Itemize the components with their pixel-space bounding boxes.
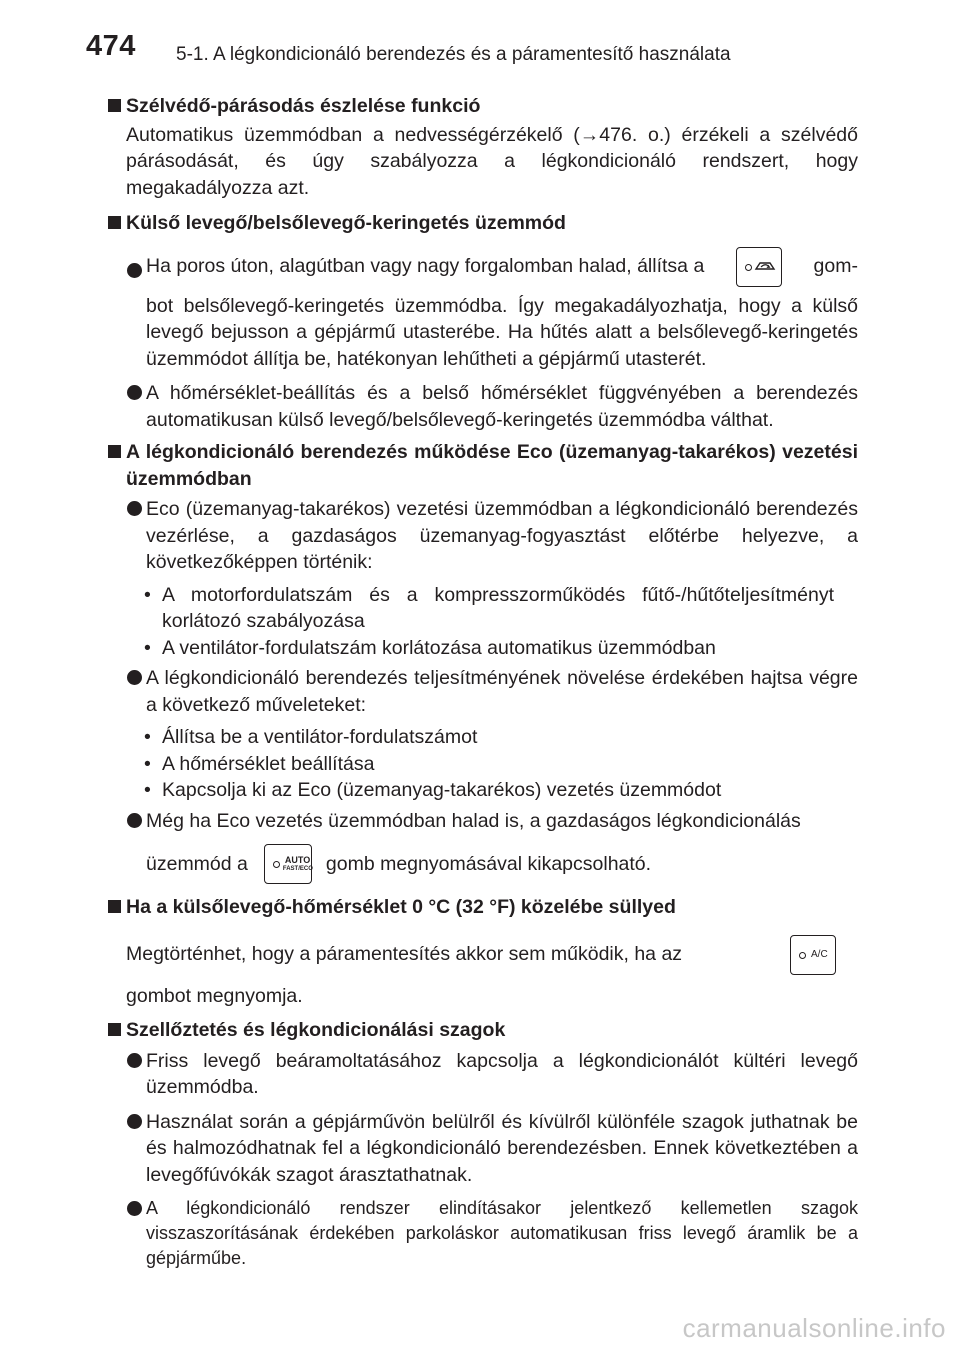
bullet-text: bot belsőlevegő-keringetés üzemmódba. Így megakadályozhatja, hogy a külső levegő bejusson a gépjármű utasterébe. Ha hűtés alatt a belsőlevegő-keringetés üzemmódot állítja be, hatékonyan lehűtheti a gépjármű utasterét. — [146, 294, 858, 370]
list-marker: • — [144, 726, 151, 748]
indicator-led-icon — [273, 861, 280, 868]
chapter-title: 5-1. A légkondicionáló berendezés és a páramentesítő használata — [176, 44, 731, 65]
round-bullet-icon — [127, 670, 142, 685]
ac-button-icon — [790, 935, 836, 975]
round-bullet-icon — [127, 1201, 142, 1216]
bullet-item — [106, 496, 858, 576]
list-marker: • — [144, 583, 151, 606]
list-item-text: A hőmérséklet beállítása — [162, 752, 375, 775]
bullet-item — [106, 380, 858, 433]
list-item — [106, 582, 858, 635]
round-bullet-icon — [127, 813, 142, 828]
bullet-item — [106, 1048, 858, 1101]
button-label: A/C — [811, 948, 828, 960]
list-marker: • — [144, 779, 151, 801]
bullet-text: A hőmérséklet-beállítás és a belső hőmérséklet függvényében a berendezés automatikusan külső levegő/belsőlevegő-keringetés üzemmódba válthat. — [146, 382, 858, 431]
paragraph — [106, 935, 858, 1010]
bullet-item — [106, 1109, 858, 1189]
bullet-item — [106, 808, 858, 885]
list-item-text: A motorfordulatszám és a kompresszorműködés fűtő-/hűtőteljesítményt korlátozó szabályozása — [162, 583, 834, 632]
sub-list — [106, 582, 858, 662]
round-bullet-icon — [127, 263, 142, 278]
section-title: Külső levegő/belsőlevegő-keringetés üzemmód — [126, 212, 566, 234]
list-item-text: Kapcsolja ki az Eco (üzemanyag-takarékos) vezetés üzemmódot — [162, 779, 722, 801]
indicator-led-icon — [799, 952, 806, 959]
section-title: Szellőztetés és légkondicionálási szagok — [126, 1019, 506, 1041]
list-item — [106, 777, 858, 804]
paragraph-text: gombot megnyomja. — [126, 984, 303, 1007]
square-bullet-icon — [108, 445, 121, 458]
round-bullet-icon — [127, 385, 142, 400]
section-heading — [106, 894, 858, 921]
car-recirculation-icon — [753, 258, 777, 274]
bullet-text: gomb megnyomásával kikapcsolható. — [325, 852, 652, 875]
bullet-text: Ha poros úton, alagútban vagy nagy forgalomban halad, állítsa a — [146, 255, 705, 278]
square-bullet-icon — [108, 216, 121, 229]
round-bullet-icon — [127, 1114, 142, 1129]
section-heading — [106, 1017, 858, 1044]
list-item — [106, 724, 858, 751]
list-item-text: A ventilátor-fordulatszám korlátozása automatikus üzemmódban — [162, 636, 716, 659]
bullet-text: A légkondicionáló rendszer elindításakor jelentkező kellemetlen szagok visszaszorításának érdekében parkoláskor automatikusan friss levegő áramlik be a gépjárműbe. — [146, 1198, 858, 1268]
section-heading — [106, 439, 858, 492]
section-title: A légkondicionáló berendezés működése Eco (üzemanyag-takarékos) vezetési üzemmódban — [126, 441, 858, 490]
list-item-text: Állítsa be a ventilátor-fordulatszámot — [162, 726, 478, 748]
round-bullet-icon — [127, 501, 142, 516]
button-label: AUTO — [284, 855, 311, 865]
bullet-text: üzemmód a — [146, 852, 248, 875]
bullet-item — [106, 247, 858, 373]
section-heading — [106, 93, 858, 120]
auto-fast-eco-button-icon — [264, 844, 312, 884]
bullet-text: Használat során a gépjárművön belülről és kívülről különféle szagok juthatnak be és halmozódhatnak fel a légkondicionáló berendezésben. Ennek következtében a levegőfúvókák szagot árasztathatnak. — [146, 1110, 858, 1186]
list-item — [106, 751, 858, 778]
bullet-item — [106, 665, 858, 718]
list-marker: • — [144, 752, 151, 775]
bullet-text: gom- — [813, 255, 858, 278]
round-bullet-icon — [127, 1053, 142, 1068]
section-title: Ha a külsőlevegő-hőmérséklet 0 °C (32 °F) közelébe süllyed — [126, 896, 676, 918]
list-item — [106, 635, 858, 662]
button-sublabel: FAST/ECO — [282, 866, 313, 872]
recirculation-button-icon — [736, 247, 782, 287]
bullet-text: A légkondicionáló berendezés teljesítményének növelése érdekében hajtsa végre a következő műveleteket: — [146, 667, 858, 716]
paragraph-text: Megtörténhet, hogy a páramentesítés akkor sem működik, ha az — [126, 943, 683, 966]
section-title: Szélvédő-párásodás észlelése funkció — [126, 95, 481, 117]
page-content — [106, 88, 858, 1275]
list-marker: • — [144, 636, 151, 659]
bullet-item — [106, 1196, 858, 1271]
square-bullet-icon — [108, 900, 121, 913]
bullet-text: Friss levegő beáramoltatásához kapcsolja a légkondicionálót kültéri levegő üzemmódba. — [146, 1049, 858, 1098]
paragraph: Automatikus üzemmódban a nedvességérzékelő (→476. o.) érzékeli a szélvédő párásodását, és úgy szabályozza a légkondicionáló rendszert, hogy megakadályozza azt. — [126, 123, 858, 199]
watermark: carmanualsonline.info — [682, 1313, 946, 1343]
sub-list — [106, 724, 858, 804]
square-bullet-icon — [108, 99, 121, 112]
square-bullet-icon — [108, 1023, 121, 1036]
bullet-text: Eco (üzemanyag-takarékos) vezetési üzemmódban a légkondicionáló berendezés vezérlése, a gazdaságos üzemanyag-fogyasztást előtérbe helyezve, a következőképpen történik: — [146, 498, 858, 573]
page-number: 474 — [86, 30, 136, 62]
bullet-text: Még ha Eco vezetés üzemmódban halad is, a gazdaságos légkondicionálás — [146, 809, 801, 832]
section-heading — [106, 210, 858, 237]
indicator-led-icon — [745, 264, 752, 271]
